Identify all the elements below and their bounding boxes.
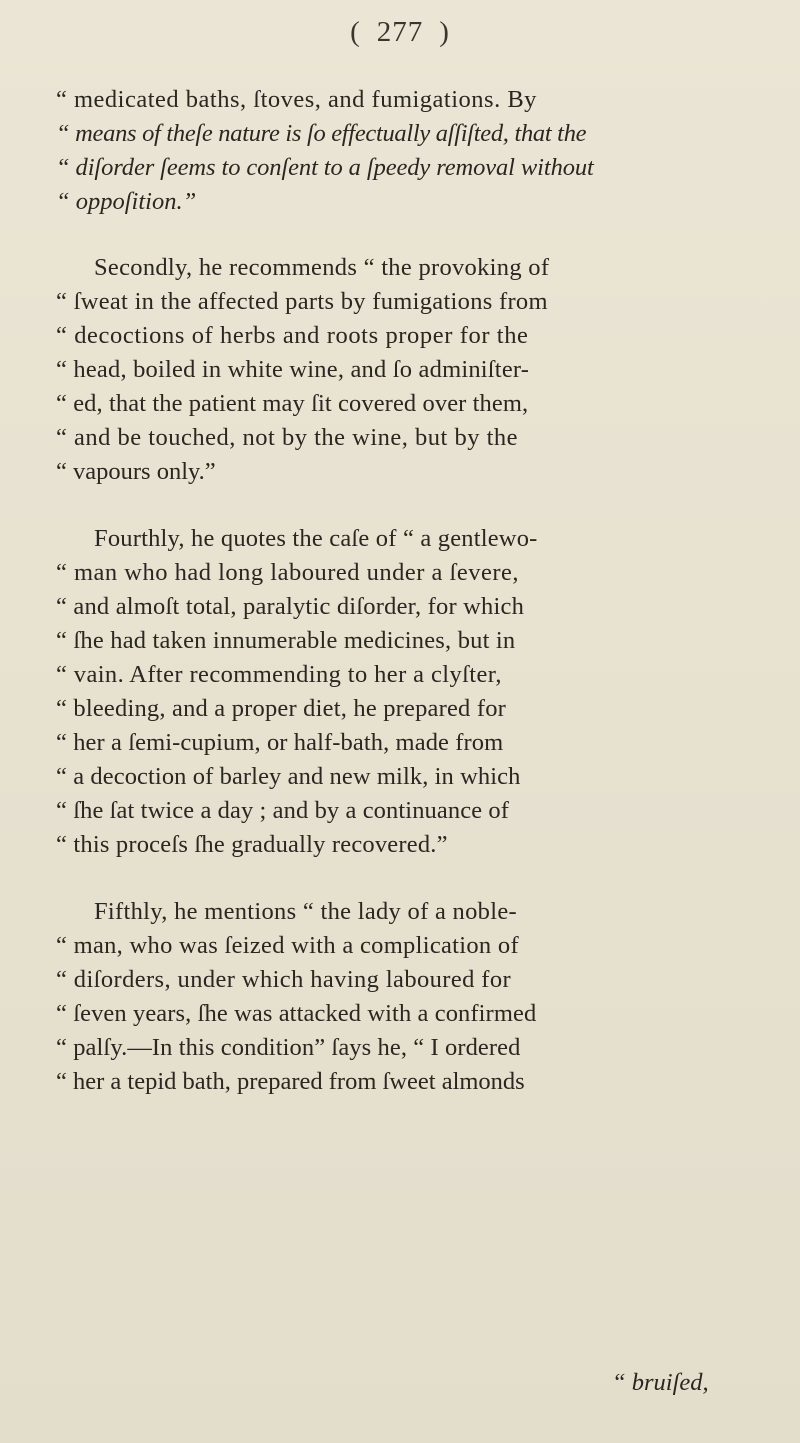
text-line: “ this proceſs ſhe gradually recovered.” bbox=[56, 831, 448, 858]
page-header bbox=[0, 16, 800, 49]
text-line: “ ſweat in the affected parts by fumigations from bbox=[56, 288, 548, 315]
text-line: “ decoctions of herbs and roots proper for the bbox=[56, 322, 529, 349]
close-paren: ) bbox=[439, 16, 450, 48]
text-line: “ her a ſemi-cupium, or half-bath, made from bbox=[56, 729, 504, 756]
text-line: “ means of theſe nature is ſo effectually aſſiſted, that the bbox=[56, 120, 587, 147]
text-line: “ bleeding, and a proper diet, he prepared for bbox=[56, 695, 506, 722]
text-line: Secondly, he recommends “ the provoking of bbox=[94, 254, 550, 281]
text-line: “ a decoction of barley and new milk, in which bbox=[56, 763, 521, 790]
catchword: “ bruiſed, bbox=[612, 1369, 709, 1396]
text-line: Fourthly, he quotes the caſe of “ a gentlewo- bbox=[94, 525, 538, 552]
text-line: “ man, who was ſeized with a complication of bbox=[56, 932, 519, 959]
text-line: “ her a tepid bath, prepared from ſweet almonds bbox=[56, 1068, 525, 1095]
page-number: 277 bbox=[376, 16, 424, 48]
text-line: “ man who had long laboured under a ſevere, bbox=[56, 559, 520, 586]
text-line: “ ſhe ſat twice a day ; and by a continuance of bbox=[56, 797, 509, 824]
text-line: “ head, boiled in white wine, and ſo adminiſter- bbox=[56, 356, 530, 383]
text-line: “ medicated baths, ſtoves, and fumigations. By bbox=[56, 86, 537, 113]
text-line: “ and be touched, not by the wine, but by the bbox=[56, 424, 519, 451]
text-line: “ ed, that the patient may ſit covered over them, bbox=[56, 390, 529, 417]
text-line: “ ſeven years, ſhe was attacked with a confirmed bbox=[56, 1000, 537, 1027]
text-line: “ palſy.—In this condition” ſays he, “ I ordered bbox=[56, 1034, 521, 1061]
text-line: “ ſhe had taken innumerable medicines, but in bbox=[56, 627, 516, 654]
open-paren: ( bbox=[350, 16, 361, 48]
text-line: “ vapours only.” bbox=[56, 458, 216, 485]
text-line: “ diſorders, under which having laboured for bbox=[56, 966, 512, 993]
text-line: “ and almoſt total, paralytic diſorder, for which bbox=[56, 593, 525, 620]
text-line: “ diſorder ſeems to conſent to a ſpeedy removal without bbox=[56, 154, 594, 181]
text-line: “ oppoſition.” bbox=[56, 188, 197, 215]
text-line: Fifthly, he mentions “ the lady of a noble- bbox=[94, 898, 517, 925]
text-line: “ vain. After recommending to her a clyſter, bbox=[56, 661, 502, 688]
